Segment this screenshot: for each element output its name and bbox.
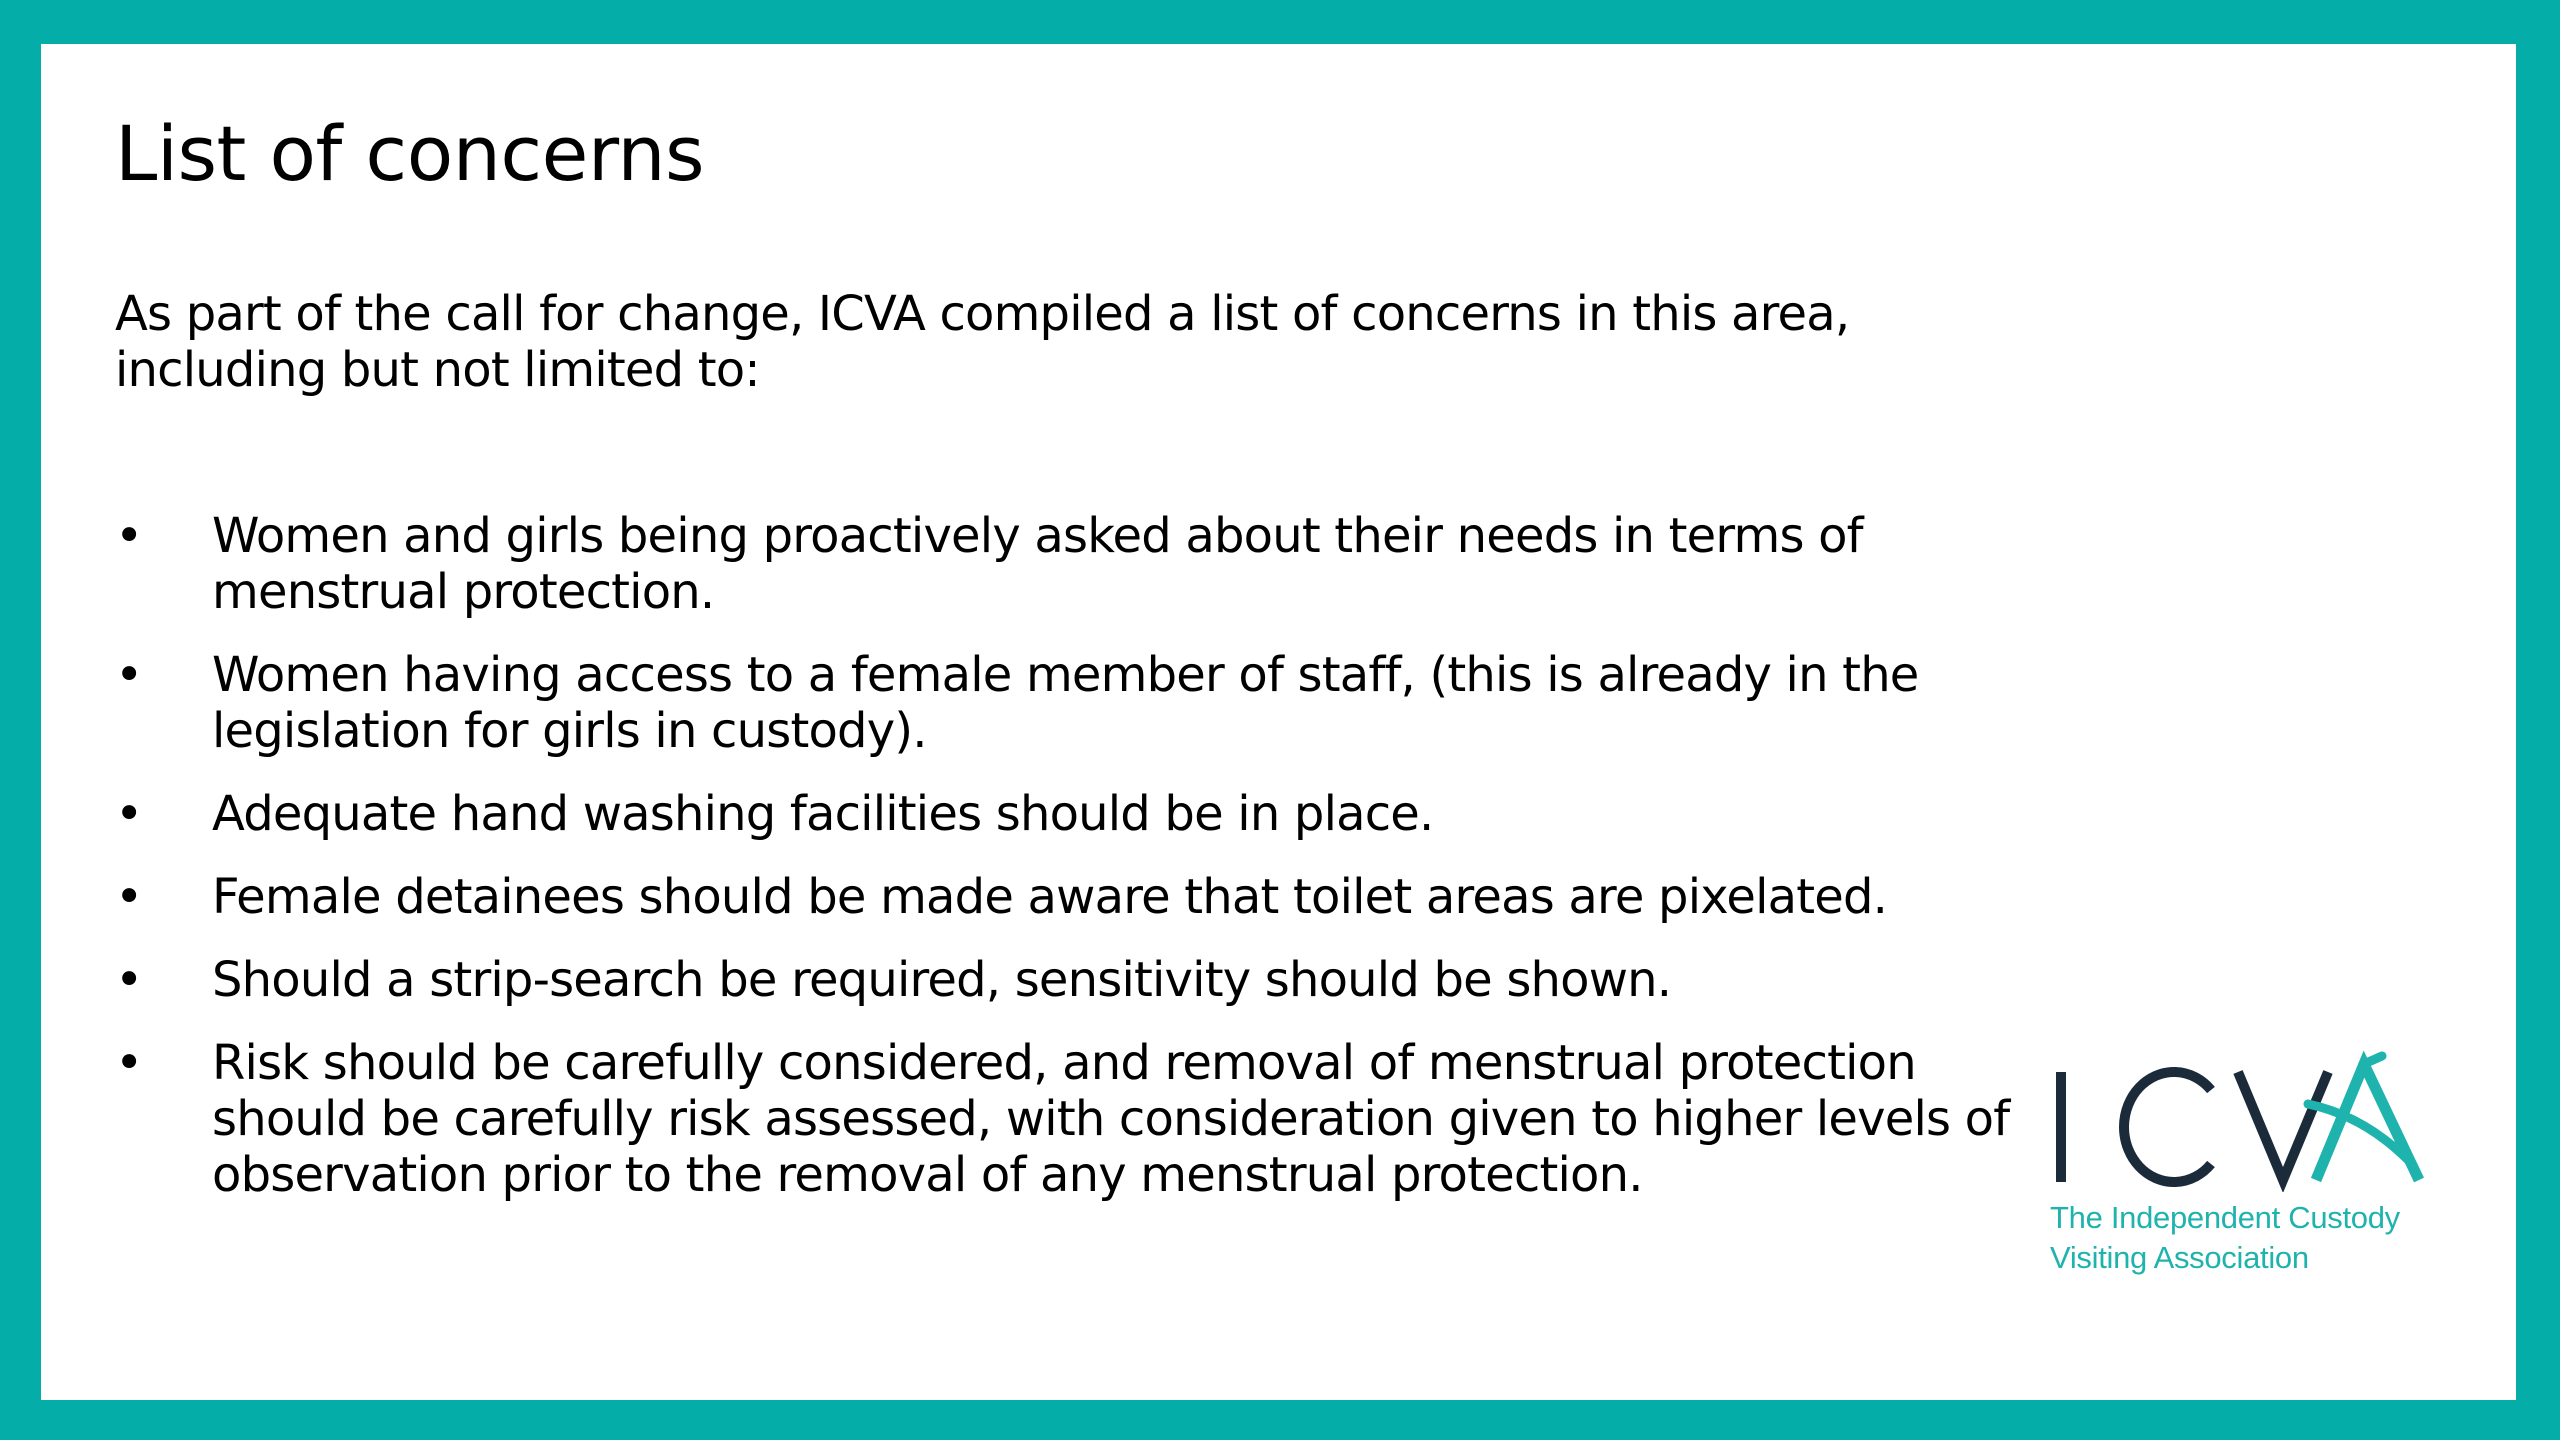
list-item [115,869,2015,925]
list-item [115,952,2015,1008]
concerns-list [115,508,2015,1230]
bullet-icon: • [115,952,143,1008]
list-item-text: Female detainees should be made aware that toilet areas are pixelated. [212,869,1888,925]
list-item-text: Women and girls being proactively asked about their needs in terms of menstrual protection. [212,508,1863,620]
list-item [115,786,2015,842]
intro-paragraph: As part of the call for change, ICVA compiled a list of concerns in this area, including but not limited to: [115,286,1850,398]
list-item-text: Women having access to a female member of staff, (this is already in the legislation for girls in custody). [212,647,1919,759]
bullet-icon: • [115,1035,143,1091]
icva-logo-mark-icon [2046,1012,2466,1192]
logo-tagline-line2: Visiting Association [2050,1240,2309,1275]
list-item-text: Should a strip-search be required, sensitivity should be shown. [212,952,1672,1008]
slide [41,44,2516,1400]
logo-tagline-line1: The Independent Custody [2050,1200,2400,1235]
list-item [115,508,2015,620]
list-item-text: Risk should be carefully considered, and removal of menstrual protection should be carefully risk assessed, with consideration given to higher levels of observation prior to the removal of any menstrual protection. [212,1035,2010,1203]
list-item-text: Adequate hand washing facilities should be in place. [212,786,1434,842]
slide-title: List of concerns [115,109,705,198]
icva-logo [2046,1012,2466,1282]
bullet-icon: • [115,647,143,703]
bullet-icon: • [115,786,143,842]
list-item [115,647,2015,759]
bullet-icon: • [115,508,143,564]
bullet-icon: • [115,869,143,925]
list-item [115,1035,2015,1203]
